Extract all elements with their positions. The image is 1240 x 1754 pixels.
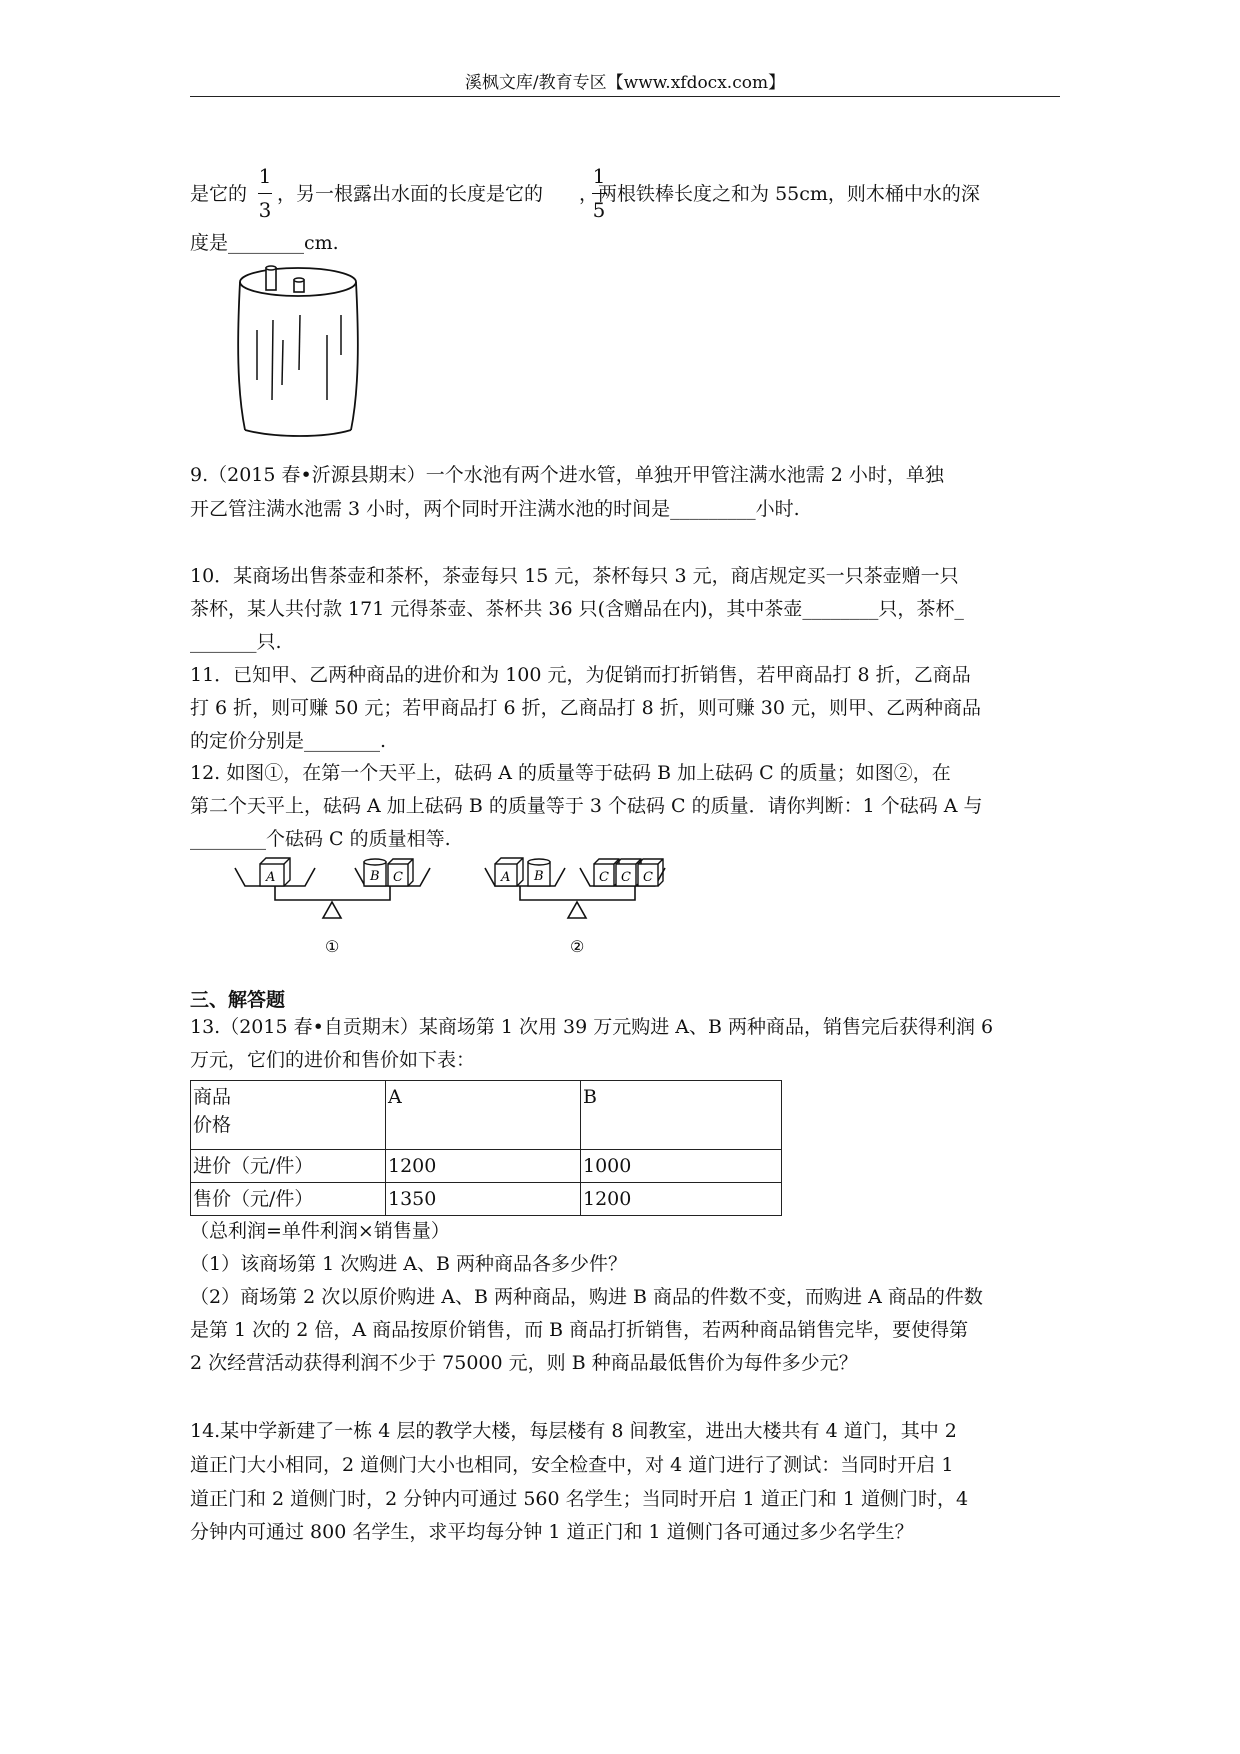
- table-cell-b: 1200: [581, 1183, 782, 1216]
- table-cell-b: 1000: [581, 1150, 782, 1183]
- fraction-1-denominator: 3: [258, 198, 272, 222]
- table-header-price: 价格: [193, 1114, 232, 1136]
- q8-text-c: ，两根铁棒长度之和为 55cm，则木桶中水的深: [579, 183, 980, 205]
- fraction-1-bar: [258, 193, 272, 194]
- table-header-b: B: [581, 1081, 782, 1150]
- weight-b-label: B: [534, 869, 544, 884]
- barrel-figure: [235, 260, 385, 440]
- table-header-a: A: [386, 1081, 581, 1150]
- q12-line1: 12. 如图①，在第一个天平上，砝码 A 的质量等于砝码 B 加上砝码 C 的质量；如图②，在: [190, 762, 951, 784]
- q10-line2: 茶杯，某人共付款 171 元得茶壶、茶杯共 36 只(含赠品在内)，其中茶壶________只，茶杯_: [190, 598, 964, 620]
- table-cell-a: 1200: [386, 1150, 581, 1183]
- q9-line2: 开乙管注满水池需 3 小时，两个同时开注满水池的时间是_________小时.: [190, 498, 800, 520]
- weight-a-label: A: [501, 870, 511, 885]
- q10-line1: 10．某商场出售茶壶和茶杯，茶壶每只 15 元，茶杯每只 3 元，商店规定买一只茶壶赠一只: [190, 565, 959, 587]
- table-header-goods: 商品: [193, 1086, 232, 1108]
- q8-text-a: 是它的: [190, 183, 248, 205]
- q11-line1: 11．已知甲、乙两种商品的进价和为 100 元，为促销而打折销售，若甲商品打 8 折，乙商品: [190, 664, 971, 686]
- q13-line1: 13.（2015 春•自贡期末）某商场第 1 次用 39 万元购进 A、B 两种商品，销售完后获得利润 6: [190, 1016, 994, 1038]
- table-cell-a: 1350: [386, 1183, 581, 1216]
- weight-c-label: C: [393, 870, 403, 885]
- fraction-2-denominator: 5: [592, 198, 606, 222]
- q14-line4: 分钟内可通过 800 名学生，求平均每分钟 1 道正门和 1 道侧门各可通过多少名学生？: [190, 1521, 914, 1543]
- q13-line2: 万元，它们的进价和售价如下表：: [190, 1049, 476, 1071]
- q8-text-b: ，另一根露出水面的长度是它的: [277, 183, 544, 205]
- weight-c-label: C: [643, 870, 653, 885]
- fraction-2-numerator: 1: [592, 164, 606, 188]
- table-row-label: 进价（元/件）: [191, 1150, 386, 1183]
- q14-line3: 道正门和 2 道侧门时，2 分钟内可通过 560 名学生；当同时开启 1 道正门和 1 道侧门时，4: [190, 1488, 969, 1510]
- figure-1-label: ①: [325, 937, 340, 956]
- weight-b-cylinder: [364, 859, 386, 886]
- q9-line1: 9.（2015 春•沂源县期末）一个水池有两个进水管，单独开甲管注满水池需 2 小时，单独: [190, 464, 944, 486]
- weight-a-cube: [495, 858, 523, 886]
- q14-line2: 道正门大小相同，2 道侧门大小也相同，安全检查中，对 4 道门进行了测试：当同时开启 1: [190, 1454, 954, 1476]
- price-table: [190, 1080, 782, 1216]
- weight-a-label: A: [266, 870, 276, 885]
- table-header-row: [191, 1081, 782, 1150]
- weight-c-cube: [616, 859, 641, 886]
- q13-part2-line2: 是第 1 次的 2 倍，A 商品按原价销售，而 B 商品打折销售，若两种商品销售完毕，要使得第: [190, 1319, 969, 1341]
- balance-1: [235, 858, 430, 956]
- fraction-1-numerator: 1: [258, 164, 272, 188]
- q8-line1: [190, 181, 980, 207]
- q12-line2: 第二个天平上，砝码 A 加上砝码 B 的质量等于 3 个砝码 C 的质量．请你判断：1 个砝码 A 与: [190, 795, 983, 817]
- q13-part2-line3: 2 次经营活动获得利润不少于 75000 元，则 B 种商品最低售价为每件多少元？: [190, 1352, 858, 1374]
- weight-c-label: C: [599, 870, 609, 885]
- q13-note: （总利润=单件利润×销售量）: [190, 1220, 450, 1242]
- q11-line2: 打 6 折，则可赚 50 元；若甲商品打 6 折，乙商品打 8 折，则可赚 30 元，则甲、乙两种商品: [190, 697, 982, 719]
- figure-2-label: ②: [570, 937, 585, 956]
- table-row: [191, 1150, 782, 1183]
- weight-a-cube: [260, 858, 290, 886]
- header-rule: [190, 96, 1060, 97]
- q10-line3: _______只.: [190, 631, 282, 653]
- fraction-2-bar: [592, 193, 606, 194]
- q12-line3: ________个砝码 C 的质量相等.: [190, 828, 451, 850]
- section-title: 三、解答题: [190, 989, 286, 1011]
- q8-line2: 度是________cm.: [190, 232, 339, 254]
- weight-c-cube: [388, 859, 413, 886]
- page-header: 溪枫文库/教育专区【www.xfdocx.com】: [464, 73, 786, 93]
- weight-b-label: B: [370, 869, 380, 884]
- table-row-label: 售价（元/件）: [191, 1183, 386, 1216]
- balance-2: [485, 858, 665, 956]
- q13-part1: （1）该商场第 1 次购进 A、B 两种商品各多少件？: [190, 1253, 628, 1275]
- balance-figures: [230, 850, 710, 970]
- table-row: [191, 1183, 782, 1216]
- q13-part2-line1: （2）商场第 2 次以原价购进 A、B 两种商品，购进 B 商品的件数不变，而购进 A 商品的件数: [190, 1286, 983, 1308]
- weight-c-label: C: [621, 870, 631, 885]
- table-header-cell: [191, 1081, 386, 1150]
- q11-line3: 的定价分别是________.: [190, 730, 387, 752]
- weight-c-cube: [594, 859, 619, 886]
- weight-b-cylinder: [528, 859, 550, 886]
- weight-c-cube: [638, 859, 663, 886]
- q14-line1: 14.某中学新建了一栋 4 层的教学大楼，每层楼有 8 间教室，进出大楼共有 4 道门，其中 2: [190, 1420, 957, 1442]
